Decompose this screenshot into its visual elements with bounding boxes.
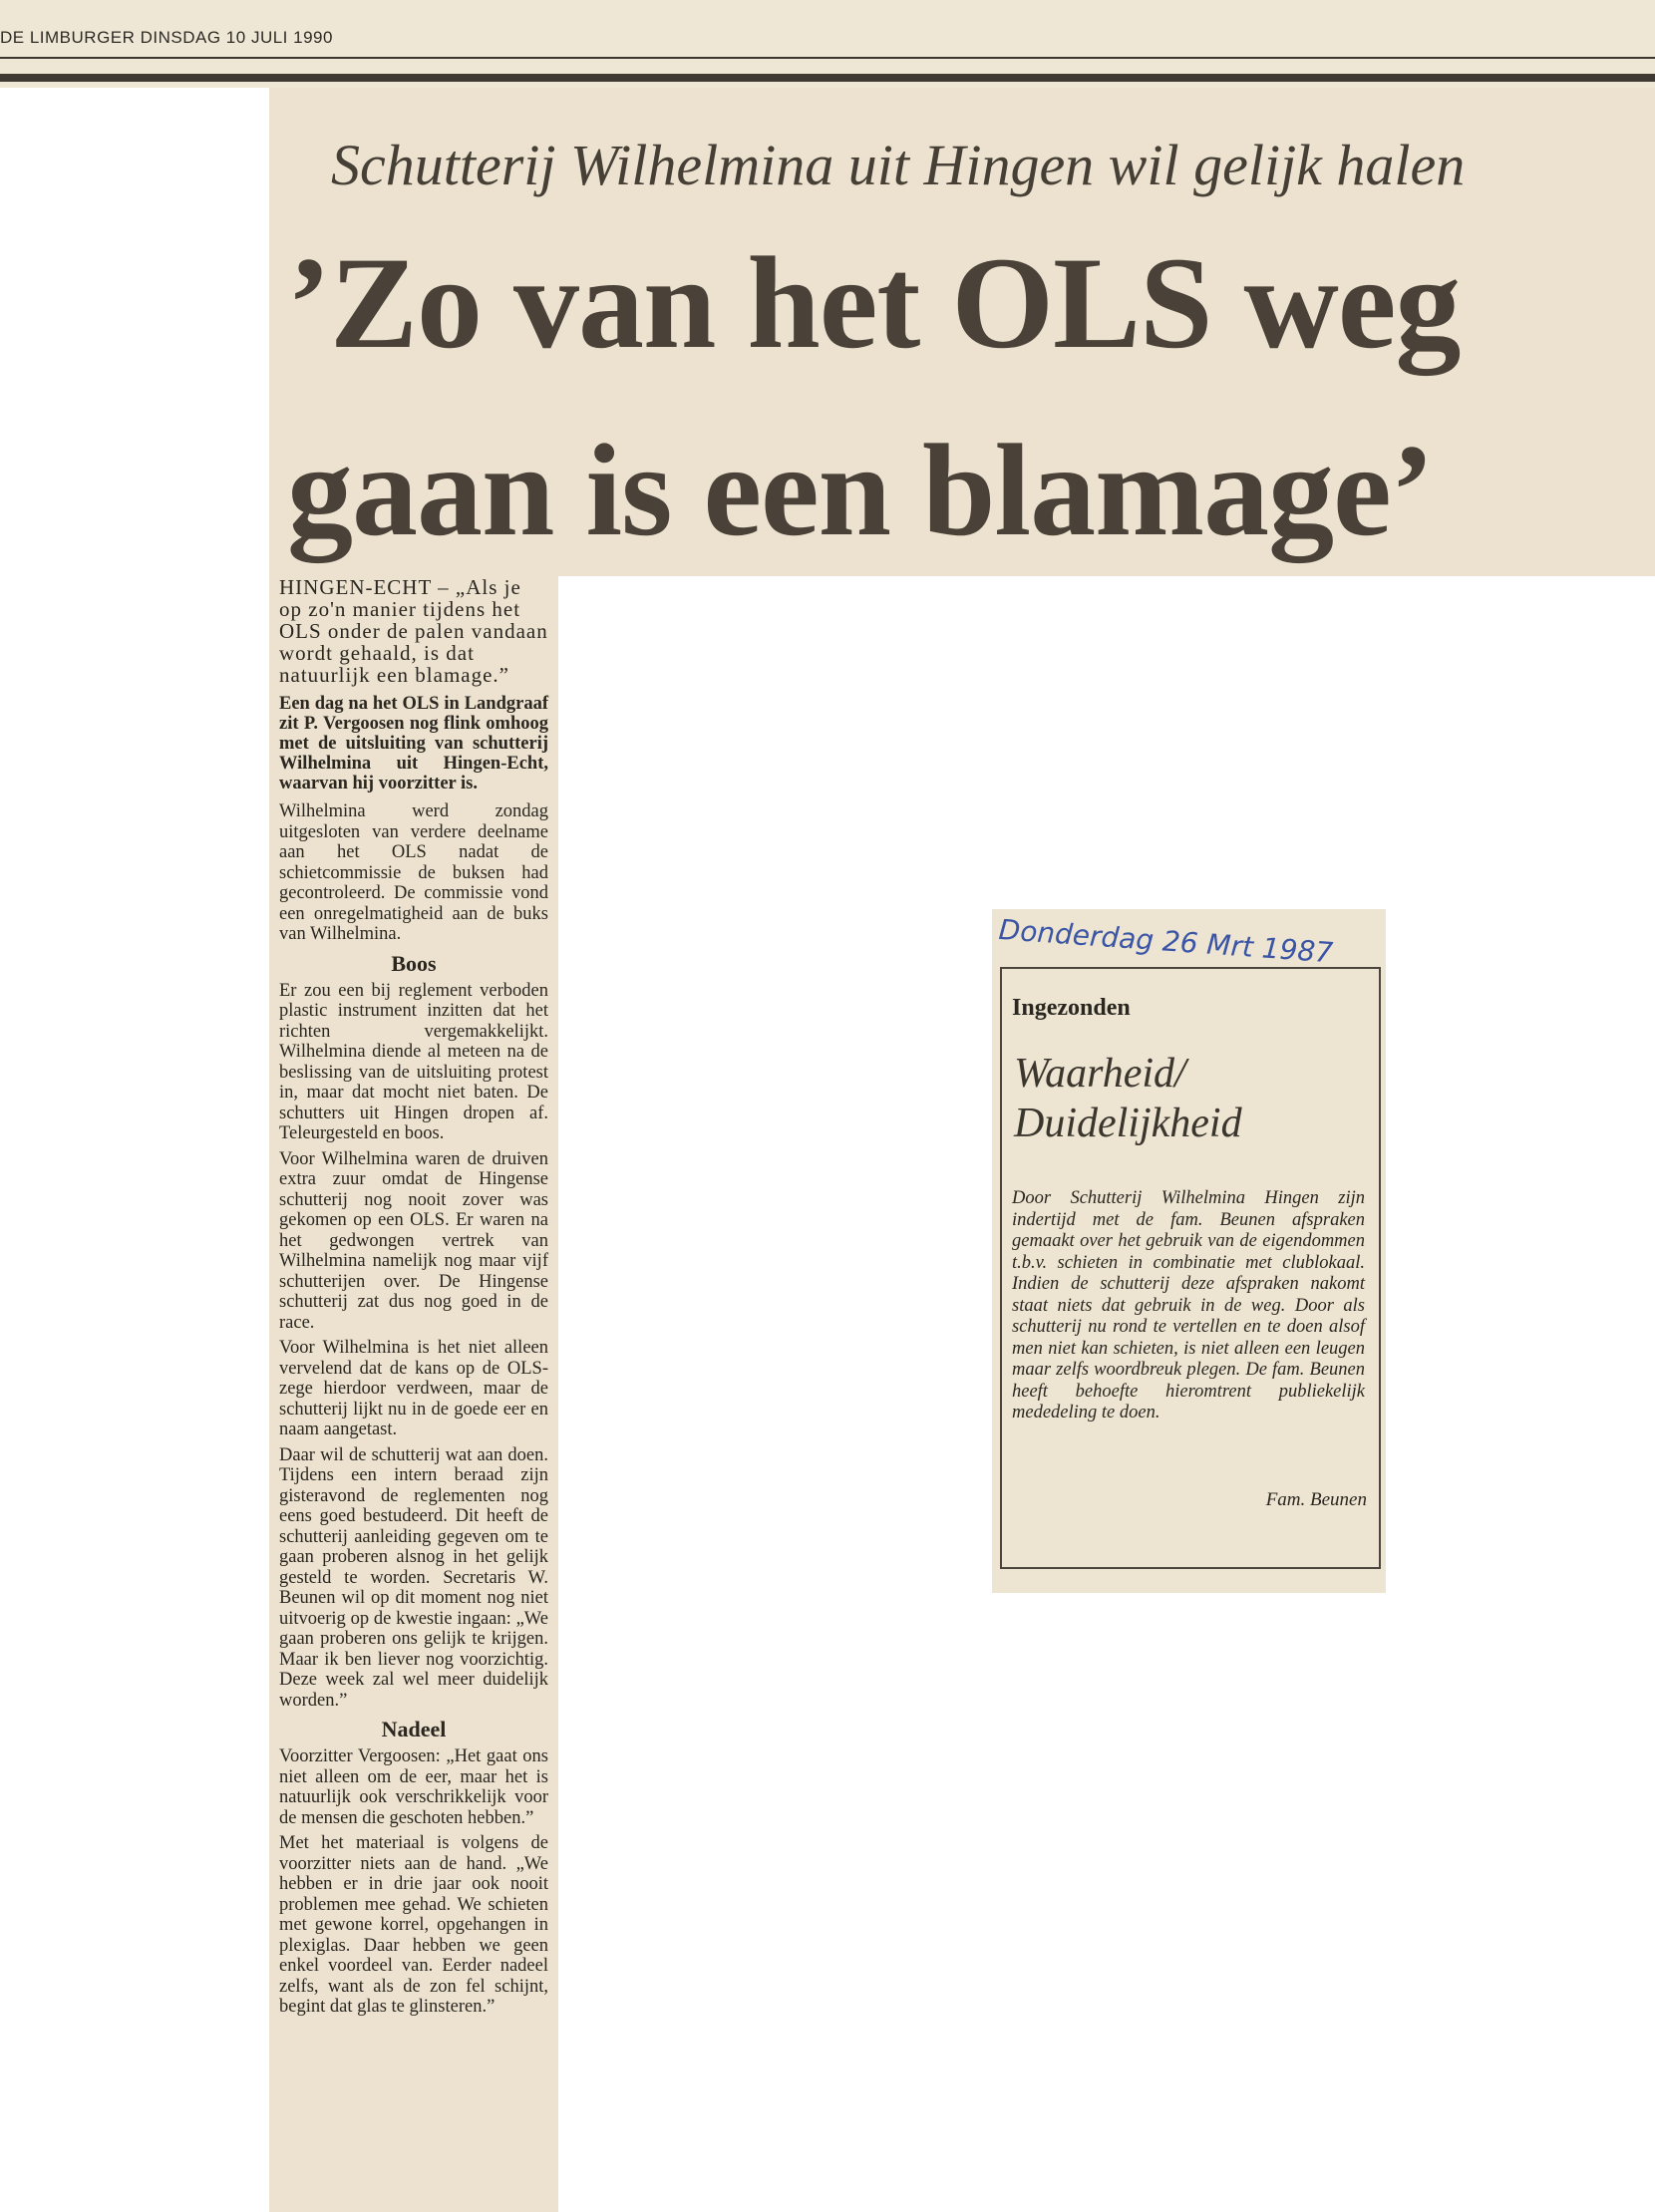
headline-line-1: ’Zo van het OLS weg — [287, 229, 1461, 376]
headline-block — [269, 88, 1655, 576]
article-intro: Een dag na het OLS in Landgraaf zit P. Vergoosen nog flink omhoog met de uitsluiting van schutterij Wilhelmina uit Hingen-Echt, waarvan hij voorzitter is. — [279, 694, 548, 793]
article-lead: HINGEN-ECHT – „Als je op zo'n manier tijdens het OLS onder de palen vandaan wordt gehaald, is dat natuurlijk een blamage.” — [279, 575, 548, 687]
article-paragraph: Voorzitter Vergoosen: „Het gaat ons niet alleen om de eer, maar het is natuurlijk ook verschrikkelijk voor de mensen die geschoten hebben.” — [279, 1746, 548, 1828]
subheading-nadeel: Nadeel — [381, 1717, 447, 1741]
letter-title-line-2: Duidelijkheid — [1014, 1101, 1242, 1146]
masthead-rule-thin — [0, 57, 1655, 59]
subheading-boos: Boos — [391, 950, 437, 976]
article-kicker: Schutterij Wilhelmina uit Hingen wil gelijk halen — [331, 133, 1466, 197]
letter-frame — [1000, 967, 1381, 1569]
letter-body: Door Schutterij Wilhelmina Hingen zijn indertijd met de fam. Beunen afspraken gemaakt over het gebruik van de eigendommen t.b.v. schieten in combinatie met clublokaal. Indien de schutterij deze afspraken nakomt staat niets dat gebruik in de weg. Door als schutterij nu rond te vertellen en te doen alsof men niet kan schieten, is niet alleen een leugen maar zelfs woordbreuk plegen. De fam. Beunen heeft behoefte hieromtrent publiekelijk mededeling te doen. — [1012, 1188, 1365, 1422]
letter-title — [1014, 1049, 1373, 1148]
handwritten-date: Donderdag 26 Mrt 1987 — [997, 913, 1335, 970]
article-paragraph: Daar wil de schutterij wat aan doen. Tijdens een intern beraad zijn gisteravond de reglementen nog eens goed bestudeerd. Dit heeft de schutterij aanleiding gegeven om te gaan proberen alsnog in het gelijk gesteld te worden. Secretaris W. Beunen wil op dit moment nog niet uitvoerig op de kwestie ingaan: „We gaan proberen ons gelijk te krijgen. Maar ik ben liever nog voorzichtig. Deze week zal wel meer duidelijk worden.” — [279, 1444, 548, 1711]
letter-section-label: Ingezonden — [1012, 995, 1131, 1021]
headline-line-2: gaan is een blamage’ — [287, 417, 1434, 563]
article-paragraph: Voor Wilhelmina waren de druiven extra zuur omdat de Hingense schutterij nog nooit zover was gekomen op een OLS. Er waren na het gedwongen vertrek van Wilhelmina namelijk nog maar vijf schutterijen over. De Hingense schutterij zat dus nog goed in de race. — [279, 1148, 548, 1333]
newspaper-masthead: DE LIMBURGER DINSDAG 10 JULI 1990 — [0, 28, 333, 47]
article-column — [269, 576, 558, 2212]
masthead-rule-thick — [0, 74, 1655, 82]
letter-title-line-1: Waarheid/ — [1014, 1051, 1186, 1097]
article-paragraph: Voor Wilhelmina is het niet alleen vervelend dat de kans op de OLS-zege hierdoor verdween, maar de schutterij lijkt nu in de goede eer en naam aangetast. — [279, 1338, 548, 1439]
masthead — [0, 0, 1655, 88]
article-paragraph: Met het materiaal is volgens de voorzitter niets aan de hand. „We hebben er in drie jaar ook nooit problemen mee gehad. We schieten met gewone korrel, opgehangen in plexiglas. Daar hebben we geen enkel voordeel van. Eerder nadeel zelfs, want als de zon fel schijnt, begint dat glas te glinsteren.” — [279, 1833, 548, 2017]
article-paragraph: Er zou een bij reglement verboden plastic instrument inzitten dat het richten vergemakkelijkt. Wilhelmina diende al meteen na de beslissing van de uitsluiting protest in, maar dat mocht niet baten. De schutters uit Hingen dropen af. Teleurgesteld en boos. — [279, 980, 548, 1143]
letter-signature: Fam. Beunen — [1265, 1489, 1367, 1510]
article-paragraph: Wilhelmina werd zondag uitgesloten van verdere deelname aan het OLS nadat de schietcommissie de buksen had gecontroleerd. De commissie vond een onregelmatigheid aan de buks van Wilhelmina. — [279, 801, 548, 944]
article-body — [279, 576, 548, 2023]
letter-clipping — [992, 909, 1386, 1593]
